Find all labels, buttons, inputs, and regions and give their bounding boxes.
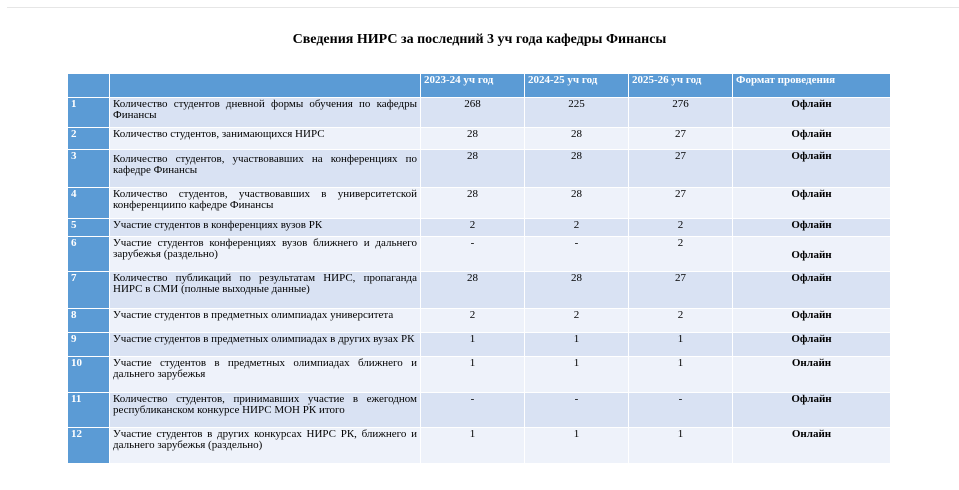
- cell-year-1: 28: [421, 188, 525, 219]
- row-indicator: Количество студентов, принимавших участие в ежегодном республиканском конкурсе НИРС МОН РК итого: [110, 393, 421, 428]
- table-row: [68, 188, 891, 219]
- cell-year-3: 2: [629, 237, 733, 272]
- cell-year-2: 1: [525, 357, 629, 393]
- cell-year-3: 27: [629, 150, 733, 188]
- cell-format: Онлайн: [733, 428, 891, 464]
- row-number: 9: [68, 333, 110, 357]
- row-indicator: Участие студентов в предметных олимпиадах в других вузах РК: [110, 333, 421, 357]
- row-number: 4: [68, 188, 110, 219]
- document-title: Сведения НИРС за последний 3 уч года кафедры Финансы: [292, 32, 667, 47]
- cell-year-1: -: [421, 237, 525, 272]
- row-indicator: Участие студентов в предметных олимпиадах университета: [110, 309, 421, 333]
- page-top-edge: [0, 0, 959, 8]
- cell-format: Офлайн: [733, 98, 891, 128]
- cell-year-3: 1: [629, 357, 733, 393]
- nirs-table: [67, 73, 891, 464]
- cell-year-2: 2: [525, 219, 629, 237]
- cell-format: Офлайн: [733, 237, 891, 272]
- cell-year-3: 27: [629, 272, 733, 309]
- cell-year-1: 28: [421, 150, 525, 188]
- header-year-1: 2023-24 уч год: [421, 74, 525, 98]
- cell-format: Офлайн: [733, 150, 891, 188]
- cell-year-1: 2: [421, 309, 525, 333]
- row-number: 1: [68, 98, 110, 128]
- row-indicator: Участие студентов конференциях вузов ближнего и дальнего зарубежья (раздельно): [110, 237, 421, 272]
- table-row: [68, 237, 891, 272]
- cell-year-3: 27: [629, 188, 733, 219]
- row-indicator: Количество студентов, участвовавших на конференциях по кафедре Финансы: [110, 150, 421, 188]
- cell-year-2: 2: [525, 309, 629, 333]
- header-year-3: 2025-26 уч год: [629, 74, 733, 98]
- row-indicator: Участие студентов в других конкурсах НИРС РК, ближнего и дальнего зарубежья (раздельно): [110, 428, 421, 464]
- row-indicator: Участие студентов в предметных олимпиадах ближнего и дальнего зарубежья: [110, 357, 421, 393]
- cell-year-1: 1: [421, 357, 525, 393]
- cell-format: Офлайн: [733, 333, 891, 357]
- cell-year-2: -: [525, 393, 629, 428]
- cell-year-3: 276: [629, 98, 733, 128]
- row-number: 2: [68, 128, 110, 150]
- table-row: [68, 333, 891, 357]
- table-row: [68, 357, 891, 393]
- row-indicator: Количество публикаций по результатам НИРС, пропаганда НИРС в СМИ (полные выходные данные): [110, 272, 421, 309]
- row-indicator: Количество студентов, занимающихся НИРС: [110, 128, 421, 150]
- page-left-edge: [0, 0, 7, 490]
- cell-year-1: 268: [421, 98, 525, 128]
- cell-year-3: 2: [629, 309, 733, 333]
- table-row: [68, 128, 891, 150]
- table-row: [68, 98, 891, 128]
- table-row: [68, 150, 891, 188]
- row-number: 7: [68, 272, 110, 309]
- cell-year-1: 1: [421, 428, 525, 464]
- header-year-2: 2024-25 уч год: [525, 74, 629, 98]
- cell-year-1: 2: [421, 219, 525, 237]
- cell-format: Офлайн: [733, 188, 891, 219]
- table-row: [68, 219, 891, 237]
- cell-year-3: 1: [629, 333, 733, 357]
- cell-year-2: 1: [525, 428, 629, 464]
- cell-year-1: 28: [421, 272, 525, 309]
- cell-year-2: 28: [525, 272, 629, 309]
- cell-year-1: -: [421, 393, 525, 428]
- row-indicator: Количество студентов дневной формы обучения по кафедры Финансы: [110, 98, 421, 128]
- table-header-row: [68, 74, 891, 98]
- cell-year-2: 28: [525, 150, 629, 188]
- row-number: 12: [68, 428, 110, 464]
- cell-format: Офлайн: [733, 272, 891, 309]
- cell-year-2: 28: [525, 188, 629, 219]
- row-number: 3: [68, 150, 110, 188]
- cell-year-2: 225: [525, 98, 629, 128]
- row-indicator: Количество студентов, участвовавших в университетской конференциипо кафедре Финансы: [110, 188, 421, 219]
- row-number: 5: [68, 219, 110, 237]
- header-name: [110, 74, 421, 98]
- cell-year-3: 27: [629, 128, 733, 150]
- table-row: [68, 428, 891, 464]
- cell-year-3: 1: [629, 428, 733, 464]
- cell-format: Онлайн: [733, 357, 891, 393]
- cell-year-2: -: [525, 237, 629, 272]
- cell-year-2: 28: [525, 128, 629, 150]
- table-row: [68, 393, 891, 428]
- header-num: [68, 74, 110, 98]
- row-number: 10: [68, 357, 110, 393]
- cell-year-3: -: [629, 393, 733, 428]
- cell-format: Офлайн: [733, 128, 891, 150]
- cell-format: Офлайн: [733, 219, 891, 237]
- row-number: 11: [68, 393, 110, 428]
- table-row: [68, 309, 891, 333]
- row-number: 8: [68, 309, 110, 333]
- row-indicator: Участие студентов в конференциях вузов РК: [110, 219, 421, 237]
- row-number: 6: [68, 237, 110, 272]
- cell-year-1: 28: [421, 128, 525, 150]
- cell-year-1: 1: [421, 333, 525, 357]
- header-format: Формат проведения: [733, 74, 891, 98]
- table-row: [68, 272, 891, 309]
- cell-format: Офлайн: [733, 309, 891, 333]
- cell-year-3: 2: [629, 219, 733, 237]
- cell-year-2: 1: [525, 333, 629, 357]
- cell-format: Офлайн: [733, 393, 891, 428]
